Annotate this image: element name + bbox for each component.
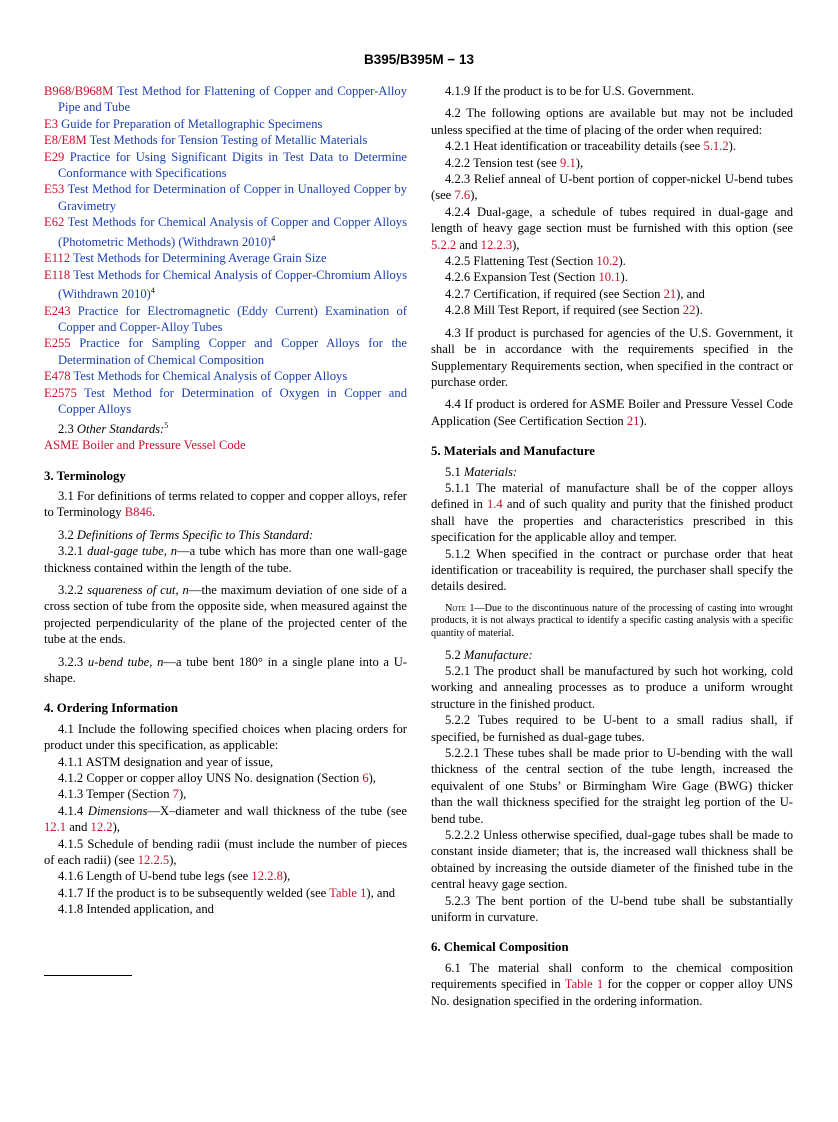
link-10-2[interactable]: 10.2	[596, 254, 619, 269]
link-7-6[interactable]: 7.6	[454, 188, 471, 203]
para-4-2: 4.2 The following options are available but may not be included unless specified at the time of placing of the order when required:	[431, 106, 793, 137]
reference-title: Test Methods for Determining Average Grain Size	[70, 251, 327, 266]
reference-item[interactable]	[44, 250, 407, 266]
reference-code[interactable]: E8/E8M	[44, 133, 87, 148]
reference-title: Practice for Using Significant Digits in Test Data to Determine Conformance with Specifications	[58, 149, 407, 181]
reference-title: Practice for Sampling Copper and Copper Alloys for the Determination of Chemical Composition	[58, 336, 407, 367]
link-12-2-8[interactable]: 12.2.8	[251, 869, 283, 884]
link-certification-21[interactable]: 21	[626, 413, 640, 428]
reference-title: Practice for Electromagnetic (Eddy Current) Examination of Copper and Copper-Alloy Tubes	[58, 303, 407, 335]
link-9-1[interactable]: 9.1	[560, 155, 576, 170]
reference-title: Test Methods for Chemical Analysis of Copper-Chromium Alloys (Withdrawn 2010)	[58, 267, 407, 302]
reference-code[interactable]: E3	[44, 116, 58, 131]
para-4-1-2: 4.1.2 Copper or copper alloy UNS No. designation (Section 6),	[58, 771, 376, 785]
para-4-2-5: 4.2.5 Flattening Test (Section 10.2).	[445, 254, 626, 269]
reference-code[interactable]: E53	[44, 182, 65, 197]
para-5-2-2: 5.2.2 Tubes required to be U-bent to a small radius shall, if specified, be furnished as dual-gage tubes.	[431, 713, 793, 744]
reference-item[interactable]	[44, 214, 407, 250]
link-5-1-2[interactable]: 5.1.2	[703, 139, 729, 154]
para-4-1-4: 4.1.4 Dimensions—X–diameter and wall thickness of the tube (see 12.1 and 12.2),	[44, 803, 407, 835]
para-5-2-3: 5.2.3 The bent portion of the U-bend tube shall be substantially uniform in curvature.	[431, 893, 793, 925]
reference-item[interactable]	[44, 303, 407, 336]
left-column	[44, 83, 407, 918]
footnote-rule	[44, 975, 132, 976]
reference-item[interactable]	[44, 116, 407, 132]
para-4-2-6: 4.2.6 Expansion Test (Section 10.1).	[445, 270, 628, 285]
para-4-1-7: 4.1.7 If the product is to be subsequently welded (see Table 1), and	[58, 885, 396, 900]
link-12-2[interactable]: 12.2	[90, 820, 113, 835]
para-4-1-8: 4.1.8 Intended application, and	[58, 902, 214, 917]
reference-item[interactable]	[44, 335, 407, 368]
reference-item[interactable]	[44, 132, 407, 148]
link-12-2-3[interactable]: 12.2.3	[480, 237, 513, 252]
other-standards: 2.3 Other Standards:$^5$	[58, 420, 169, 436]
reference-code[interactable]: E478	[44, 369, 71, 384]
para-5-1-2: 5.1.2 When specified in the contract or purchase order that heat identification or traceability is required, the purchaser shall specify the details desired.	[431, 546, 793, 594]
para-4-1-9: 4.1.9 If the product is to be for U.S. Government.	[445, 84, 695, 98]
reference-code[interactable]: E2575	[44, 385, 77, 400]
link-b846[interactable]: B846	[124, 505, 153, 520]
link-10-1[interactable]: 10.1	[598, 270, 621, 285]
para-4-2-7: 4.2.7 Certification, if required (see Section 21), and	[445, 286, 705, 301]
para-4-2-3: 4.2.3 Relief anneal of U-bent portion of copper-nickel U-bend tubes (see 7.6),	[431, 172, 793, 203]
link-1-4[interactable]: 1.4	[486, 497, 503, 512]
link-section-6[interactable]: 6	[362, 771, 369, 785]
footnote-marker: 4	[150, 286, 155, 296]
link-section-21[interactable]: 21	[663, 286, 677, 301]
reference-item[interactable]	[44, 385, 407, 418]
para-4-2-2: 4.2.2 Tension test (see 9.1),	[445, 155, 584, 170]
reference-list	[44, 83, 407, 418]
para-5-2-1: 5.2.1 The product shall be manufactured by such hot working, cold working and annealing processes as to produce a uniform wrought structure in the finished product.	[431, 663, 793, 711]
para-4-1-1: 4.1.1 ASTM designation and year of issue,	[58, 754, 274, 769]
para-3-1: 3.1 For definitions of terms related to copper and copper alloys, refer to Terminology B846.	[44, 488, 407, 520]
link-12-2-5[interactable]: 12.2.5	[137, 853, 170, 868]
para-4-1-6: 4.1.6 Length of U-bend tube legs (see 12.2.8),	[58, 869, 291, 884]
para-4-1-5: 4.1.5 Schedule of bending radii (must include the number of pieces of each radii) (see 12.2.5),	[44, 836, 407, 868]
para-4-2-4: 4.2.4 Dual-gage, a schedule of tubes required in dual-gage and length of heavy gage section must be furnished with this option (see 5.2.2 and 12.2.3),	[431, 204, 793, 252]
reference-item[interactable]	[44, 83, 407, 116]
reference-item[interactable]	[44, 267, 407, 303]
para-4-1: 4.1 Include the following specified choices when placing orders for product under this specification, as applicable:	[44, 721, 407, 753]
reference-title: Test Method for Determination of Oxygen in Copper and Copper Alloys	[58, 385, 407, 417]
reference-title: Test Method for Determination of Copper in Unalloyed Copper by Gravimetry	[58, 182, 407, 213]
para-3-2: 3.2 Definitions of Terms Specific to This Standard:	[58, 527, 314, 542]
reference-code[interactable]: E255	[44, 336, 71, 351]
link-section-22[interactable]: 22	[682, 303, 696, 318]
link-table-1-composition[interactable]: Table 1	[564, 977, 604, 992]
para-4-1-3: 4.1.3 Temper (Section 7),	[58, 787, 187, 802]
para-6-1: 6.1 The material shall conform to the chemical composition requirements specified in Table 1 for the copper or copper alloy UNS No. designation specified in the ordering information.	[431, 960, 793, 1008]
reference-code[interactable]: E62	[44, 215, 65, 230]
section-6-heading: 6. Chemical Composition	[431, 940, 569, 955]
link-12-1[interactable]: 12.1	[44, 820, 67, 835]
reference-title: Test Method for Flattening of Copper and Copper-Alloy Pipe and Tube	[58, 84, 407, 115]
reference-item[interactable]	[44, 181, 407, 214]
section-5-heading: 5. Materials and Manufacture	[431, 444, 595, 459]
link-section-7[interactable]: 7	[172, 787, 179, 802]
reference-code[interactable]: E243	[44, 303, 71, 318]
reference-item[interactable]	[44, 149, 407, 182]
footnote-marker: 4	[271, 233, 276, 243]
para-4-2-1: 4.2.1 Heat identification or traceability details (see 5.1.2).	[445, 139, 736, 154]
reference-code[interactable]: E112	[44, 251, 71, 266]
para-4-2-8: 4.2.8 Mill Test Report, if required (see Section 22).	[445, 303, 703, 318]
reference-title: Guide for Preparation of Metallographic Specimens	[58, 116, 323, 131]
asme-code-link[interactable]: ASME Boiler and Pressure Vessel Code	[44, 438, 246, 453]
section-4-heading: 4. Ordering Information	[44, 701, 179, 716]
reference-title: Test Methods for Tension Testing of Metallic Materials	[86, 133, 368, 148]
para-3-2-1: 3.2.1 dual-gage tube, n—a tube which has more than one wall-gage thickness contained within the length of the tube.	[44, 544, 407, 575]
para-5-1: 5.1 Materials:	[445, 464, 518, 479]
reference-code[interactable]: E29	[44, 149, 65, 164]
para-4-3: 4.3 If product is purchased for agencies of the U.S. Government, it shall be in accordance with the requirements specified in the Supplementary Requirements section, when specified in the contract or purchase order.	[431, 325, 793, 389]
para-3-2-2: 3.2.2 squareness of cut, n—the maximum deviation of one side of a cross section of tube from the opposite side, when measured against the projected perpendicularity of the plane of the projected center of the tube at the ends.	[44, 582, 407, 647]
para-3-2-3: 3.2.3 u-bend tube, n—a tube bent 180° in a single plane into a U-shape.	[44, 654, 408, 685]
para-5-2-2-2: 5.2.2.2 Unless otherwise specified, dual-gage tubes shall be made to constant inside diameter; that is, the increased wall thickness shall be obtained by increasing the outside diameter of the finished tube in the central heavy gage section.	[431, 828, 793, 892]
link-5-2-2[interactable]: 5.2.2	[431, 237, 457, 252]
para-5-2: 5.2 Manufacture:	[445, 647, 533, 662]
link-table-1[interactable]: Table 1	[329, 885, 367, 900]
reference-title: Test Methods for Chemical Analysis of Copper Alloys	[70, 369, 348, 384]
note-1: Note 1—Due to the discontinuous nature of the processing of casting into wrought products, it is not always practical to identify a specific casting analysis with a specific quantity of material.	[431, 602, 793, 639]
reference-title: Test Methods for Chemical Analysis of Copper and Copper Alloys (Photometric Methods) (Withdrawn 2010)	[58, 215, 407, 249]
page-header: B395/B395M − 13	[364, 52, 474, 67]
right-column	[431, 83, 793, 1009]
reference-code[interactable]: B968/B968M	[44, 84, 114, 98]
para-4-4: 4.4 If product is ordered for ASME Boiler and Pressure Vessel Code Application (See Certification Section 21).	[431, 397, 793, 428]
reference-item[interactable]	[44, 368, 407, 384]
section-3-heading: 3. Terminology	[44, 468, 126, 483]
para-5-1-1: 5.1.1 The material of manufacture shall be of the copper alloys defined in 1.4 and of such quality and purity that the finished product shall have the properties and characteristics prescribed in this specification for the applicable alloy and temper.	[431, 480, 793, 545]
reference-code[interactable]: E118	[44, 267, 71, 282]
para-5-2-2-1: 5.2.2.1 These tubes shall be made prior to U-bending with the wall thickness of the central section of the tube length, increased the equivalent of one Stubs’ or Birmingham Wire Gage (BWG) thicker than the wall thickness specified for the straight leg portion of the U-bend tube.	[431, 746, 793, 826]
